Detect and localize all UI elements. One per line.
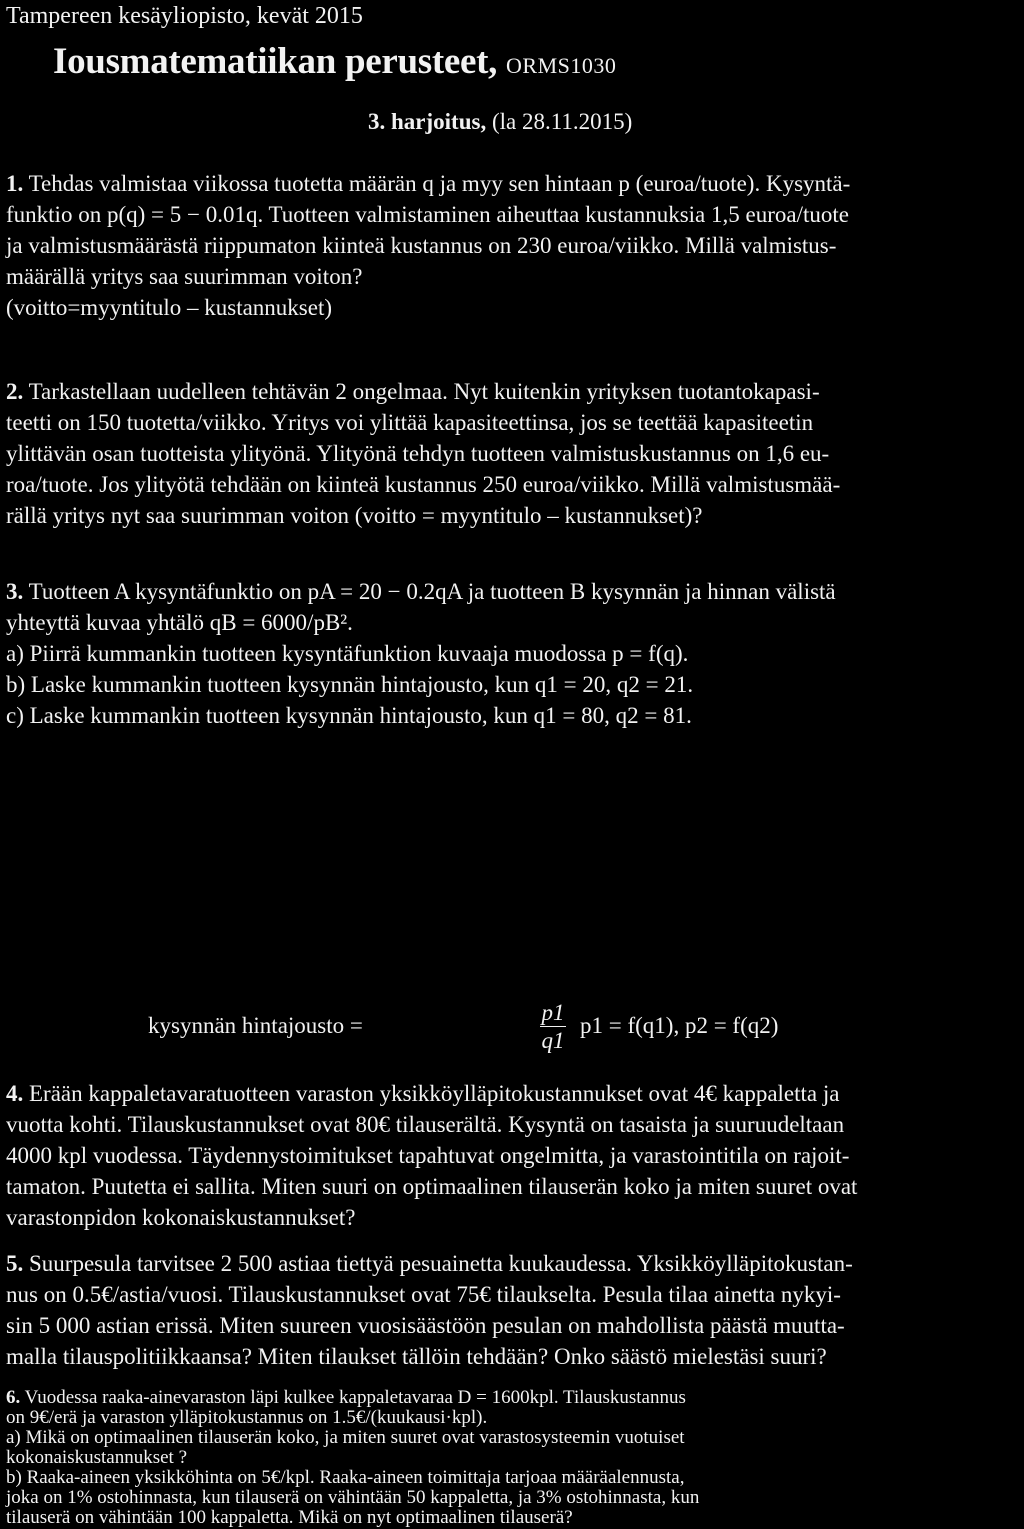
problem-text: Tehdas valmistaa viikossa tuotetta määrän q ja myy sen hintaan p (euroa/tuote). Kysyntä-: [28, 171, 851, 196]
problem-1: [6, 168, 1020, 323]
problem-text: yhteyttä kuvaa yhtälö qB = 6000/pB².: [6, 610, 353, 635]
course-code: ORMS1030: [506, 53, 617, 78]
problem-text: vuotta kohti. Tilauskustannukset ovat 80€ tilauserältä. Kysyntä on tasaista ja suuruudeltaan: [6, 1112, 845, 1137]
problem-3: [6, 576, 1020, 731]
problem-text: Erään kappaletavaratuotteen varaston yksikköylläpitokustannukset ovat 4€ kappaletta ja: [29, 1081, 840, 1106]
problem-text: varastonpidon kokonaiskustannukset?: [6, 1205, 356, 1230]
problem-number: 3.: [6, 579, 24, 604]
problem-text: teetti on 150 tuotetta/viikko. Yritys voi ylittää kapasiteettinsa, jos se teettää kapasiteetin: [6, 410, 814, 435]
exercise-date: (la 28.11.2015): [491, 109, 633, 134]
problem-text: 4000 kpl vuodessa. Täydennystoimitukset tapahtuvat ongelmitta, ja varastointitila on rajoit-: [6, 1143, 850, 1168]
problem-text: b) Laske kummankin tuotteen kysynnän hintajousto, kun q1 = 20, q2 = 21.: [6, 672, 694, 697]
formula-lhs: kysynnän hintajousto =: [148, 1013, 363, 1038]
formula-fraction: [533, 1000, 573, 1055]
problem-text: tamaton. Puutetta ei sallita. Miten suuri on optimaalinen tilauserän koko ja miten suuret ovat: [6, 1174, 858, 1199]
problem-text: sin 5 000 astian erissä. Miten suureen vuosisäästöön pesulan on mahdollista päästä muutta-: [6, 1313, 845, 1338]
problem-number: 4.: [6, 1081, 24, 1106]
problem-text: c) Laske kummankin tuotteen kysynnän hintajousto, kun q1 = 80, q2 = 81.: [6, 703, 692, 728]
problem-text: roa/tuote. Jos ylityötä tehdään on kiinteä kustannus 250 euroa/viikko. Millä valmistusmää-: [6, 472, 841, 497]
problem-text: joka on 1% ostohinnasta, kun tilauserä on vähintään 50 kappaletta, ja 3% ostohinnasta, kun: [6, 1487, 700, 1508]
problem-5: [6, 1248, 1020, 1372]
problem-line: [6, 1248, 1020, 1279]
problem-6: [6, 1388, 1020, 1528]
formula-denominator: q1: [541, 1028, 565, 1053]
university-header: Tampereen kesäyliopisto, kevät 2015: [6, 3, 363, 29]
formula-rhs: p1 = f(q1), p2 = f(q2): [580, 1013, 779, 1038]
problem-text: ylittävän osan tuotteista ylityönä. Ylityönä tehdyn tuotteen valmistuskustannus on 1,6 eu-: [6, 441, 830, 466]
problem-number: 2.: [6, 379, 24, 404]
problem-text: Vuodessa raaka-ainevaraston läpi kulkee kappaletavaraa D = 1600kpl. Tilauskustannus: [24, 1387, 686, 1408]
problem-text: b) Raaka-aineen yksikköhinta on 5€/kpl. Raaka-aineen toimittaja tarjoaa määräalennusta,: [6, 1467, 685, 1488]
problem-number: 1.: [6, 171, 24, 196]
problem-text: funktio on p(q) = 5 − 0.01q. Tuotteen valmistaminen aiheuttaa kustannuksia 1,5 euroa/tuote: [6, 202, 849, 227]
course-title: [53, 40, 616, 88]
problem-text: rällä yritys nyt saa suurimman voiton (voitto = myyntitulo – kustannukset)?: [6, 503, 703, 528]
problem-line: [6, 1388, 1020, 1408]
problem-text: Tuotteen A kysyntäfunktio on pA = 20 − 0.2qA ja tuotteen B kysynnän ja hinnan välistä: [28, 579, 836, 604]
exercise-number: 3. harjoitus,: [368, 109, 487, 134]
problem-text: määrällä yritys saa suurimman voiton?: [6, 264, 363, 289]
problem-text: ja valmistusmäärästä riippumaton kiinteä kustannus on 230 euroa/viikko. Millä valmistus-: [6, 233, 837, 258]
problem-text: Tarkastellaan uudelleen tehtävän 2 ongelmaa. Nyt kuitenkin yrityksen tuotantokapasi-: [28, 379, 820, 404]
formula-numerator: p1: [541, 1000, 565, 1025]
problem-2: [6, 376, 1020, 531]
problem-number: 6.: [6, 1387, 21, 1408]
problem-text: on 9€/erä ja varaston ylläpitokustannus on 1.5€/(kuukausi·kpl).: [6, 1407, 488, 1428]
course-title-text: Iousmatematiikan perusteet,: [53, 41, 498, 82]
exercise-heading: [368, 106, 632, 138]
problem-line: [6, 376, 1020, 407]
problem-text: kokonaiskustannukset ?: [6, 1447, 188, 1468]
problem-line: [6, 168, 1020, 199]
problem-text: malla tilauspolitiikkaansa? Miten tilaukset tällöin tehdään? Onko säästö mielestäsi suuri?: [6, 1344, 827, 1369]
problem-text: tilauserä on vähintään 100 kappaletta. Mikä on nyt optimaalinen tilauserä?: [6, 1507, 573, 1528]
problem-number: 5.: [6, 1251, 24, 1276]
problem-4: [6, 1078, 1020, 1233]
problem-text: nus on 0.5€/astia/vuosi. Tilauskustannukset ovat 75€ tilaukselta. Pesula tilaa ainetta nykyi-: [6, 1282, 841, 1307]
problem-text: Suurpesula tarvitsee 2 500 astiaa tiettyä pesuainetta kuukaudessa. Yksikköylläpitokustan-: [29, 1251, 853, 1276]
problem-line: [6, 1078, 1020, 1109]
problem-text: a) Mikä on optimaalinen tilauserän koko, ja miten suuret ovat varastosysteemin vuotuiset: [6, 1427, 685, 1448]
problem-text: (voitto=myyntitulo – kustannukset): [6, 295, 333, 320]
problem-text: a) Piirrä kummankin tuotteen kysyntäfunktion kuvaaja muodossa p = f(q).: [6, 641, 689, 666]
problem-line: [6, 576, 1020, 607]
